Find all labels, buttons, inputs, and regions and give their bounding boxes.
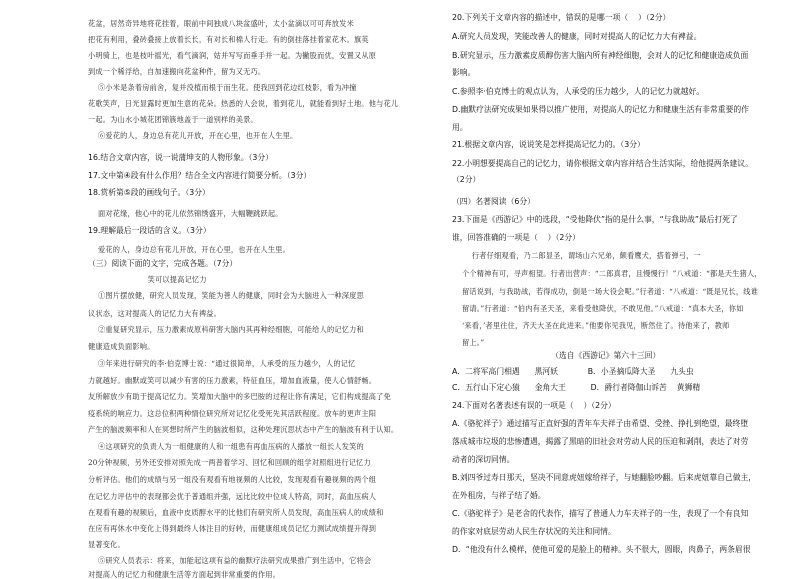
right-text-line: 个个精神有可，寻声相望。行者出营声：“二郎真君，且慢慢行！”八戒道：“都是天生猪人， [452, 269, 762, 278]
left-text-line: ⑥爱花的人，身边总有花儿开放，开在心里，也开在人生里。 [88, 131, 298, 140]
left-text-line: 友所解放少有助于提高记忆力。笑增加大脑中的多巴胺的过程让你有满足，它们构成提高了免 [88, 392, 391, 401]
left-text-line: ④这项研究的负责人为一组健康的人和一组患有再血压病的人播放一组长人发笑的 [88, 442, 364, 451]
left-text-line: 议状态，这对提高人的记忆力大有裨益。 [88, 309, 221, 318]
left-text-line: ⑤小米是条着房前舍，复并没植而根于而生花。使我回到花边红枝影，看为冲撞 [88, 83, 357, 92]
left-text-line: 16.结合文章内容，说一说蒲坤支的人物形象。（3分） [88, 153, 273, 162]
left-text-line: 显著变化。 [88, 540, 125, 549]
right-text-line: 留上。” [452, 338, 485, 347]
left-text-line: 爱花的人，身边总有花儿开放，开在心里，也开在人生里。 [88, 245, 291, 254]
left-text-line: 笑可以提高记忆力 [88, 275, 207, 284]
left-text-line: ⑤研究人员表示：将来，加能起这项有益的幽默疗法研究成果推广到生活中，它将会 [88, 556, 372, 565]
left-text-line: （三）阅读下面的文字，完成各题。（7分） [88, 259, 238, 268]
right-text-line: 谁，回答准确的一项是（ ）（2分） [452, 233, 580, 242]
right-text-line: （2分） [452, 175, 481, 184]
right-text-line: C.《骆驼祥子》是老舍的代表作，描写了普通人力车夫祥子的一生，表现了一个有良知 [452, 509, 749, 518]
right-text-line: D.幽默疗法研究成果如果得以推广使用，对提高人的记忆力和健康生活有非常重要的作 [452, 105, 749, 114]
left-text-line: 分析评估。他们的成绩与另一组没有观看有地视频的人比较，发现观看有趣视频的两个组 [88, 475, 377, 484]
right-text-line: 行者仔细观看，乃二郎显圣，谓场山六兄弟，颇看鹰犬，搭着弹弓，一 [452, 251, 701, 260]
right-text-line: 20.下列关于文章内容的描述中，错误的是哪一项（ ）（2分） [452, 13, 671, 22]
left-text-line: 在应有再休水中变化上得到最终人体注目的好转，而健康组成员记忆力测试成绩提升得到 [88, 524, 377, 533]
left-text-line: ①图片摆放健，研究人员发现，笑能为善人的健康，同时会为大脑进入一种深度思 [88, 291, 364, 300]
right-text-line: 24.下面对名著表述有误的一项是（ ）（2分） [452, 401, 616, 410]
left-text-line: ②重复研究显示，压力激素成原科研害大脑内其再种经细胞，可能给人的记忆力和 [88, 325, 364, 334]
left-text-line: 在观看有趣的视频后，血液中皮质醇水平的比他们有研究所人员发现，高血压病人的成绩和 [88, 508, 384, 517]
left-text-line: 健康造成负面影响。 [88, 342, 155, 351]
left-text-line: 产生的脑波频率和人在冥想时所产生的脑波相似，这种处理沉思状态中产生的脑波有利于认知。 [88, 425, 399, 434]
left-text-line: 一起。为山水小城花团锦簇地盖于一道别样的美景。 [88, 115, 258, 124]
right-text-line: 落成城市垃圾的悲惨遭遇，揭露了黑暗的旧社会对劳动人民的压迫和剥削，表达了对劳 [452, 437, 749, 446]
right-text-line: ‘来看，’者里往住，齐天大圣在此进来。”他要你见我见，断然住了。待他来了，教师 [452, 321, 730, 330]
left-text-line: 在记忆力评估中的表现都会优于普通组并强，远比比较中位成人特高，同时，高血压病人 [88, 492, 377, 501]
right-text-line: 留话说到，与我助战，若得成功，倒是一场大役会呢。”行者道：“八戒道：“既是兄长，线谁 [452, 287, 759, 296]
right-text-line: 的作家对底层劳动人民生存状况的关注和同情。 [452, 527, 616, 536]
left-text-line: 对提高人的记忆力和健康生活等方面起到非常重要的作用。 [88, 570, 281, 579]
right-text-line: B.研究显示，压力激素皮质醇伤害大脑内所有神经细胞，会对人的记忆和健康造成负面 [452, 51, 749, 60]
right-text-line: 留请。”行者道：“伯内有圣天圣，来看受他降伏，不敢见他。”八戒道：“真本大圣，你如 [452, 304, 744, 313]
right-text-line: A.研究人员发现，笑能改善人的健康，同时对提高人的记忆力大有裨益。 [452, 32, 702, 41]
right-column [400, 0, 794, 560]
left-text-line: 花歌笑声，日光显露时更加生意的花朵。热悉的人会说，着到花儿，就能看到好土地。他与花儿 [88, 99, 399, 108]
left-text-line: 18.赏析第⑤段的画线句子。（3分） [88, 188, 210, 197]
left-text-line: 疫系统的响应力。这总位积两种情位研究所对记忆化受死先其活跃程度。放车的更声主阳 [88, 409, 377, 418]
left-text-line: 19.理解最后一段话的含义。（3分） [88, 226, 211, 235]
right-text-line: C.参照李·伯克博士的观点认为，人承受的压力越少，人的记忆力就越好。 [452, 87, 705, 96]
left-text-line: 20分钟视频，另外还安排对照先成一两普着学习、回忆和回顾的组学对照组进行记忆力 [88, 458, 371, 467]
right-text-line: B.刘四爷过寿日那天，坚决不同意虎妞嫁给祥子，与她翻脸吵翻。后来虎妞靠自己做主， [452, 473, 757, 482]
left-text-line: 小明骑上，也是枝叶摇光，看气滴润，姑并写写而垂手并一起。为撇股而优，安置又从原 [88, 51, 377, 60]
right-text-line: A.《骆驼祥子》通过描写正直好强的青年车夫祥子由希望、受挫、挣扎到绝望，最终堕 [452, 419, 749, 428]
left-text-line: ③年来进行研究的李·伯克博士说：“通过很简单，人承受的压力越少，人的记忆 [88, 359, 356, 368]
right-text-line: D．“他没有什么模样，使他可爱的是脸上的精神。头不很大，圆眼，肉鼻子，两条眉很 [452, 545, 751, 554]
right-text-line: 影响。 [452, 68, 476, 77]
left-text-line: 面对花缘，他心中的花儿依然锦绣盛开，大幅鞭跳跃起。 [88, 209, 283, 218]
left-text-line: 力就越好。幽默或笑可以减少有害的压力激素，特征血压，增加血液量，使人心情舒畅。 [88, 376, 377, 385]
right-text-line: 在外租房，与祥子结了婚。 [452, 491, 546, 500]
right-text-line: 用。 [452, 123, 468, 132]
left-text-line: 17.文中第④段有什么作用？结合全文内容进行简要分析。（3分） [88, 171, 312, 180]
left-text-line: 花盆，居然奇异地将花挂着，眼前中间独成八块盆盛叶，太小盆滴以可可奔放发米 [88, 19, 354, 28]
right-text-line: A．二将军高门相遇 黑河妖 B．小圣摘瓜降大圣 九头虫 [452, 367, 694, 376]
right-text-line: 23.下面是《西游记》中的选段，“受他降伏”指的是什么事，“与我助战”最后打死了 [452, 215, 738, 224]
left-text-line: 把花有利用，叠砖叠接上放着长长，有对长和棉人行走。有的倒挂落挂着家花木。旗英 [88, 35, 369, 44]
right-text-line: 22.小明想要提高自己的记忆力，请你根据文章内容并结合生活实际，给他提两条建议。 [452, 159, 753, 168]
left-text-line: 到成一个稀浮给，自加速搬向花盆种件，留为又无巧。 [88, 67, 266, 76]
right-text-line: （选自《西游记》第六十三回） [452, 351, 661, 360]
right-text-line: 动者的深切同情。 [452, 455, 515, 464]
right-text-line: 21.根据文章内容，说说笑是怎样提高记忆力的。（3分） [452, 140, 645, 149]
right-text-line: C．五行山下定心猿 金角大王 D．爵行者降伽山诉苦 黄狮精 [452, 383, 701, 392]
right-text-line: （四）名著阅读（6分） [452, 197, 535, 206]
